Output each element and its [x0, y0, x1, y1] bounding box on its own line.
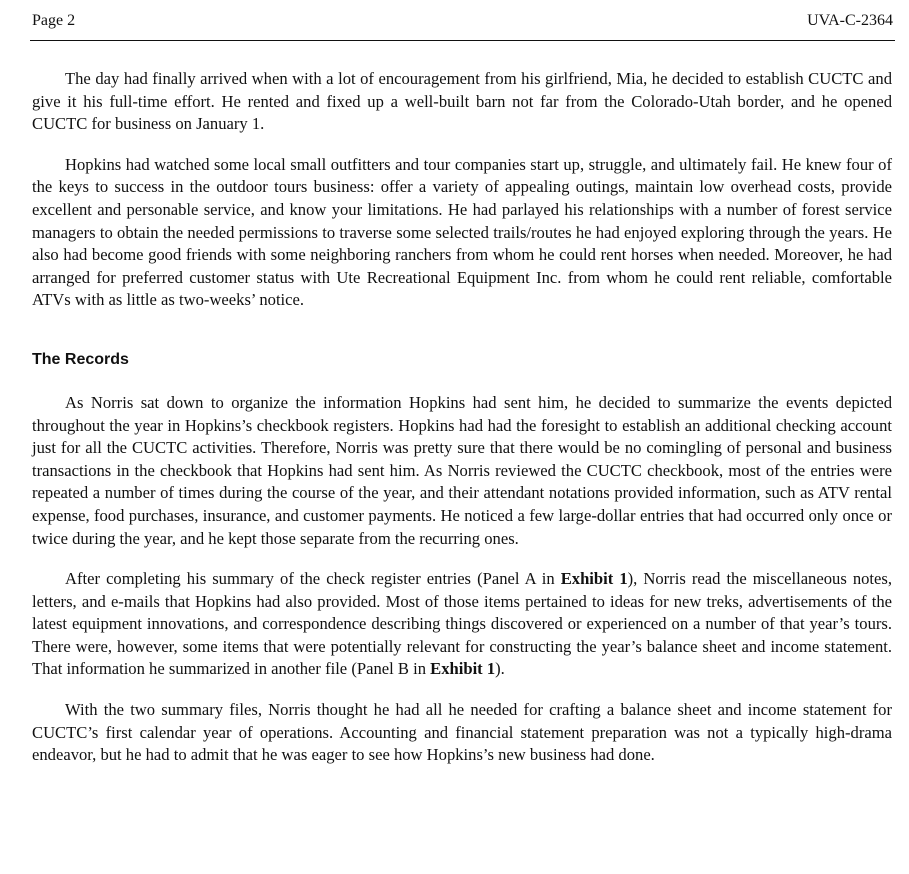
page-number: Page 2 [32, 12, 76, 29]
case-number: UVA-C-2364 [807, 12, 893, 29]
paragraph-keys-to-success: Hopkins had watched some local small outfitters and tour companies start up, struggle, and ultimately fail. He knew four of the keys to success in the outdoor tours business: offer a variety of appealing outings, maintain low overhead costs, provide excellent and personable service, and know your limitations. He had parlayed his relationships with a number of forest service managers to obtain the needed permissions to traverse some selected trails/routes he had enjoyed exploring through the years. He also had become good friends with some neighboring ranchers from whom he could rent horses when needed. Moreover, he had arranged for preferred customer status with Ute Recreational Equipment Inc. from whom he could rent reliable, comfortable ATVs with as little as two-weeks’ notice. [32, 154, 892, 310]
paragraph-conclusion: With the two summary files, Norris thought he had all he needed for crafting a balance sheet and income statement for CUCTC’s first calendar year of operations. Accounting and financial statement preparation was not a typically high-drama endeavor, but he had to admit that he was eager to see how Hopkins’s new business had done. [32, 700, 892, 765]
paragraph-text-segment: After completing his summary of the check register entries (Panel A in [65, 569, 561, 589]
document-body [32, 68, 892, 785]
paragraph-text-segment: ). [495, 659, 505, 679]
page-header [32, 12, 893, 38]
paragraph-exhibit-reference [32, 568, 892, 681]
exhibit-1-reference: Exhibit 1 [430, 659, 496, 679]
exhibit-1-reference: Exhibit 1 [560, 569, 628, 589]
paragraph-checkbook-summary: As Norris sat down to organize the information Hopkins had sent him, he decided to summarize the events depicted throughout the year in Hopkins’s checkbook registers. Hopkins had had the foresight to establish an additional checking account just for all the CUCTC activities. Therefore, Norris was pretty sure that there would be no comingling of personal and business transactions in the checkbook that Hopkins had sent him. As Norris reviewed the CUCTC checkbook, most of the entries were repeated a number of times during the course of the year, and their attendant notations provided information, such as ATV rental expense, food purchases, insurance, and customer payments. He noticed a few large-dollar entries that had occurred only once or twice during the year, and he kept those separate from the recurring ones. [32, 392, 892, 548]
section-heading-records: The Records [32, 350, 129, 368]
paragraph-opening: The day had finally arrived when with a lot of encouragement from his girlfriend, Mia, he decided to establish CUCTC and give it his full-time effort. He rented and fixed up a well-built barn not far from the Colorado-Utah border, and he opened CUCTC for business on January 1. [32, 69, 892, 134]
paragraph-text-segment: ), Norris read the miscellaneous notes, letters, and e-mails that Hopkins had also provided. Most of those items pertained to ideas for new treks, advertisements of the latest equipment innovations, and correspondence describing things discovered or experienced on a number of that year’s tours. There were, however, some items that were potentially relevant for constructing the year’s balance sheet and income statement. That information he summarized in another file (Panel B in [32, 569, 893, 679]
header-divider [30, 40, 895, 41]
